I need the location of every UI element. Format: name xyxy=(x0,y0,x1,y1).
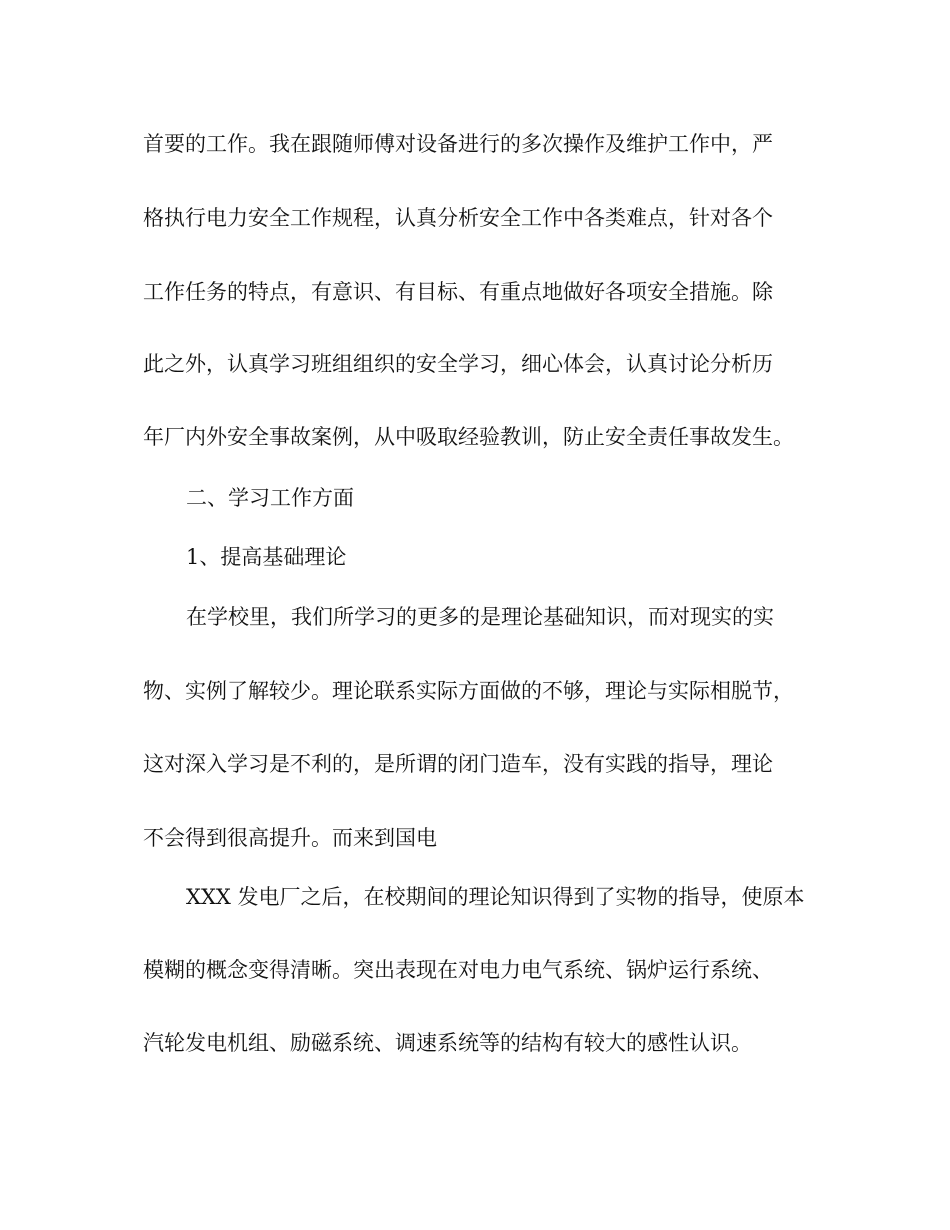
paragraph-line: 模糊的概念变得清晰。突出表现在对电力电气系统、锅炉运行系统、 xyxy=(143,958,773,982)
paragraph-line: 不会得到很高提升。而来到国电 xyxy=(143,826,437,850)
paragraph-line: 这对深入学习是不利的，是所谓的闭门造车，没有实践的指导，理论 xyxy=(143,752,773,776)
paragraph-line: 工作任务的特点，有意识、有目标、有重点地做好各项安全措施。除 xyxy=(143,280,773,304)
paragraph-line: 年厂内外安全事故案例，从中吸取经验教训，防止安全责任事故发生。 xyxy=(143,425,794,449)
subsection-heading: 1、提高基础理论 xyxy=(186,545,347,569)
paragraph-line: XXX 发电厂之后，在校期间的理论知识得到了实物的指导，使原本 xyxy=(186,885,805,909)
paragraph-line: 在学校里，我们所学习的更多的是理论基础知识，而对现实的实 xyxy=(186,605,774,629)
paragraph-line: 格执行电力安全工作规程，认真分析安全工作中各类难点，针对各个 xyxy=(143,206,773,230)
paragraph-line: 首要的工作。我在跟随师傅对设备进行的多次操作及维护工作中，严 xyxy=(143,132,773,156)
paragraph-line: 汽轮发电机组、励磁系统、调速系统等的结构有较大的感性认识。 xyxy=(143,1031,752,1055)
section-heading: 二、学习工作方面 xyxy=(186,486,354,510)
paragraph-line: 此之外，认真学习班组组织的安全学习，细心体会，认真讨论分析历 xyxy=(143,352,773,376)
paragraph-line: 物、实例了解较少。理论联系实际方面做的不够，理论与实际相脱节， xyxy=(143,679,794,703)
